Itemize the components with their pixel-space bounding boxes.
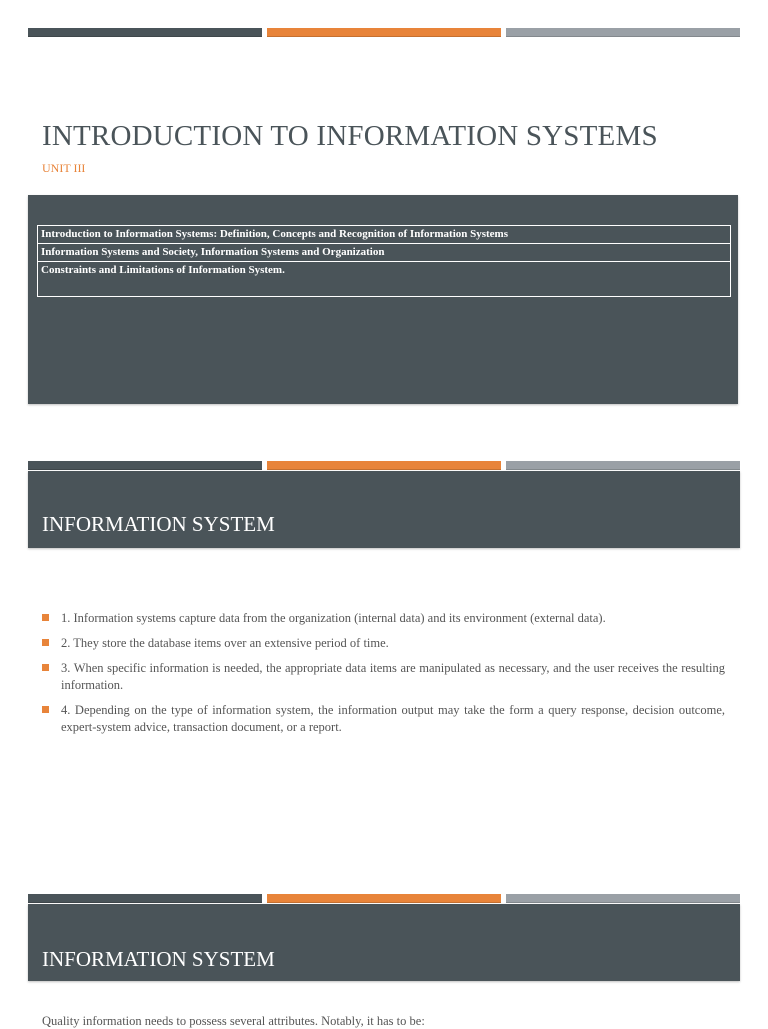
list-item (42, 702, 725, 736)
bar-segment-gray (506, 894, 740, 903)
bullet-text: 2. They store the database items over an extensive period of time. (61, 636, 389, 650)
slide1-subtitle: UNIT III (42, 161, 86, 175)
toc-item: Constraints and Limitations of Information System. (41, 264, 285, 276)
square-bullet-icon (42, 706, 49, 713)
bar-segment-orange (267, 461, 501, 470)
slide2-header-panel (28, 471, 740, 548)
bar-segment-dark (28, 894, 262, 903)
slide3-header-panel (28, 904, 740, 981)
table-row (38, 226, 731, 244)
bar-segment-orange (267, 894, 501, 903)
slide2-top-bar (28, 461, 740, 469)
list-item (42, 660, 725, 694)
slide1-title: INTRODUCTION TO INFORMATION SYSTEMS (42, 120, 658, 152)
toc-item: Introduction to Information Systems: Definition, Concepts and Recognition of Information Systems (38, 226, 731, 244)
table-row (38, 244, 731, 262)
slide1-top-bar (28, 28, 740, 36)
toc-table (37, 225, 731, 297)
square-bullet-icon (42, 664, 49, 671)
bar-segment-gray (506, 28, 740, 37)
list-item (42, 635, 725, 652)
slide3-top-bar (28, 894, 740, 902)
bar-segment-dark (28, 461, 262, 470)
slide2-title: INFORMATION SYSTEM (42, 512, 275, 536)
bar-segment-gray (506, 461, 740, 470)
slide1-content-panel (28, 195, 738, 404)
toc-item: Information Systems and Society, Information Systems and Organization (38, 244, 731, 262)
slide3-intro-text: Quality information needs to possess several attributes. Notably, it has to be: (42, 1014, 425, 1028)
table-row (38, 262, 731, 297)
square-bullet-icon (42, 614, 49, 621)
bullet-text: 4. Depending on the type of information system, the information output may take the form a query response, decision outcome, expert-system advice, transaction document, or a report. (61, 703, 725, 734)
bar-segment-orange (267, 28, 501, 37)
list-item (42, 610, 725, 627)
bullet-text: 3. When specific information is needed, the appropriate data items are manipulated as necessary, and the user receives the resulting information. (61, 661, 725, 692)
slide3-title: INFORMATION SYSTEM (42, 947, 275, 971)
bullet-text: 1. Information systems capture data from the organization (internal data) and its environment (external data). (61, 611, 606, 625)
slide2-bullet-list (42, 610, 725, 744)
square-bullet-icon (42, 639, 49, 646)
bar-segment-dark (28, 28, 262, 37)
